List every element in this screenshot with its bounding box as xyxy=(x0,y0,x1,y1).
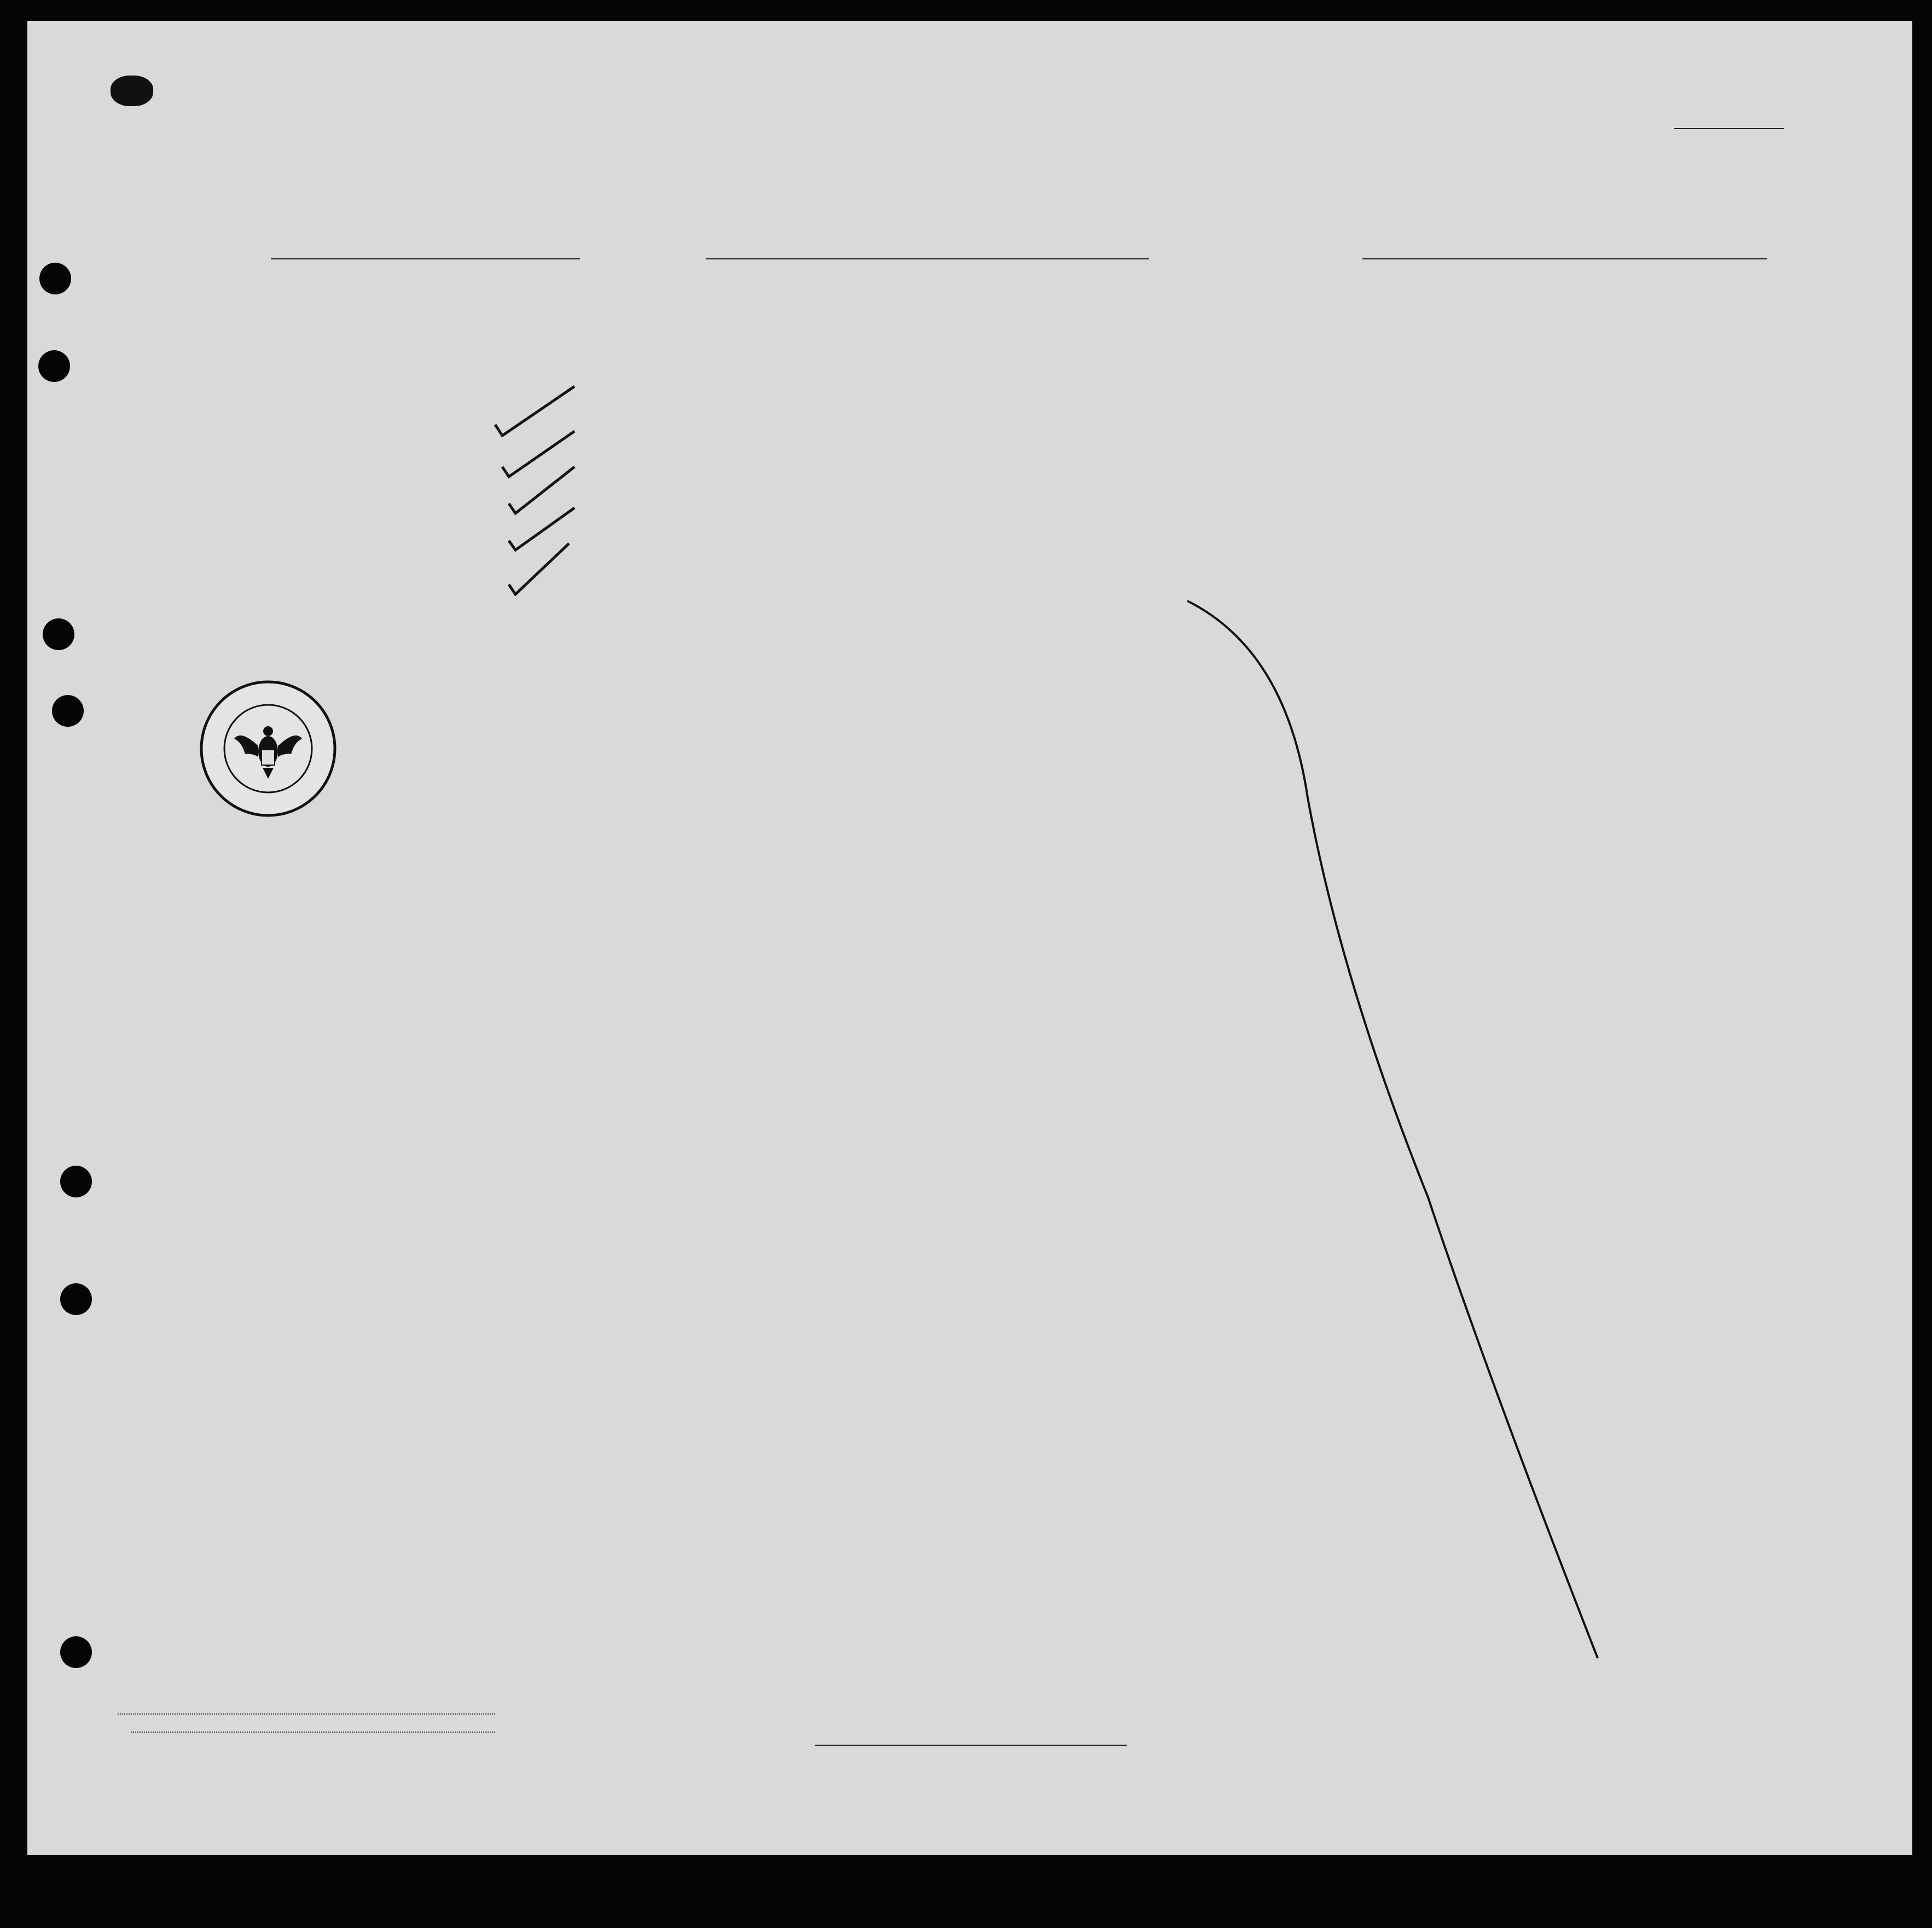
binder-hole xyxy=(43,618,74,650)
handwritten-marks xyxy=(27,21,1912,1855)
binder-hole xyxy=(38,350,70,382)
binder-hole xyxy=(39,263,71,294)
binder-hole xyxy=(60,1636,92,1668)
footer-owners-field xyxy=(131,1732,495,1733)
binder-hole xyxy=(60,1283,92,1315)
cancel-line xyxy=(1187,601,1598,1658)
binder-hole xyxy=(52,695,84,727)
footer-line-field xyxy=(118,1713,495,1715)
checkmark-icon xyxy=(495,386,575,594)
inspector-line xyxy=(815,1745,1127,1746)
binder-hole xyxy=(60,1166,92,1197)
manifest-sheet xyxy=(27,21,1912,1855)
